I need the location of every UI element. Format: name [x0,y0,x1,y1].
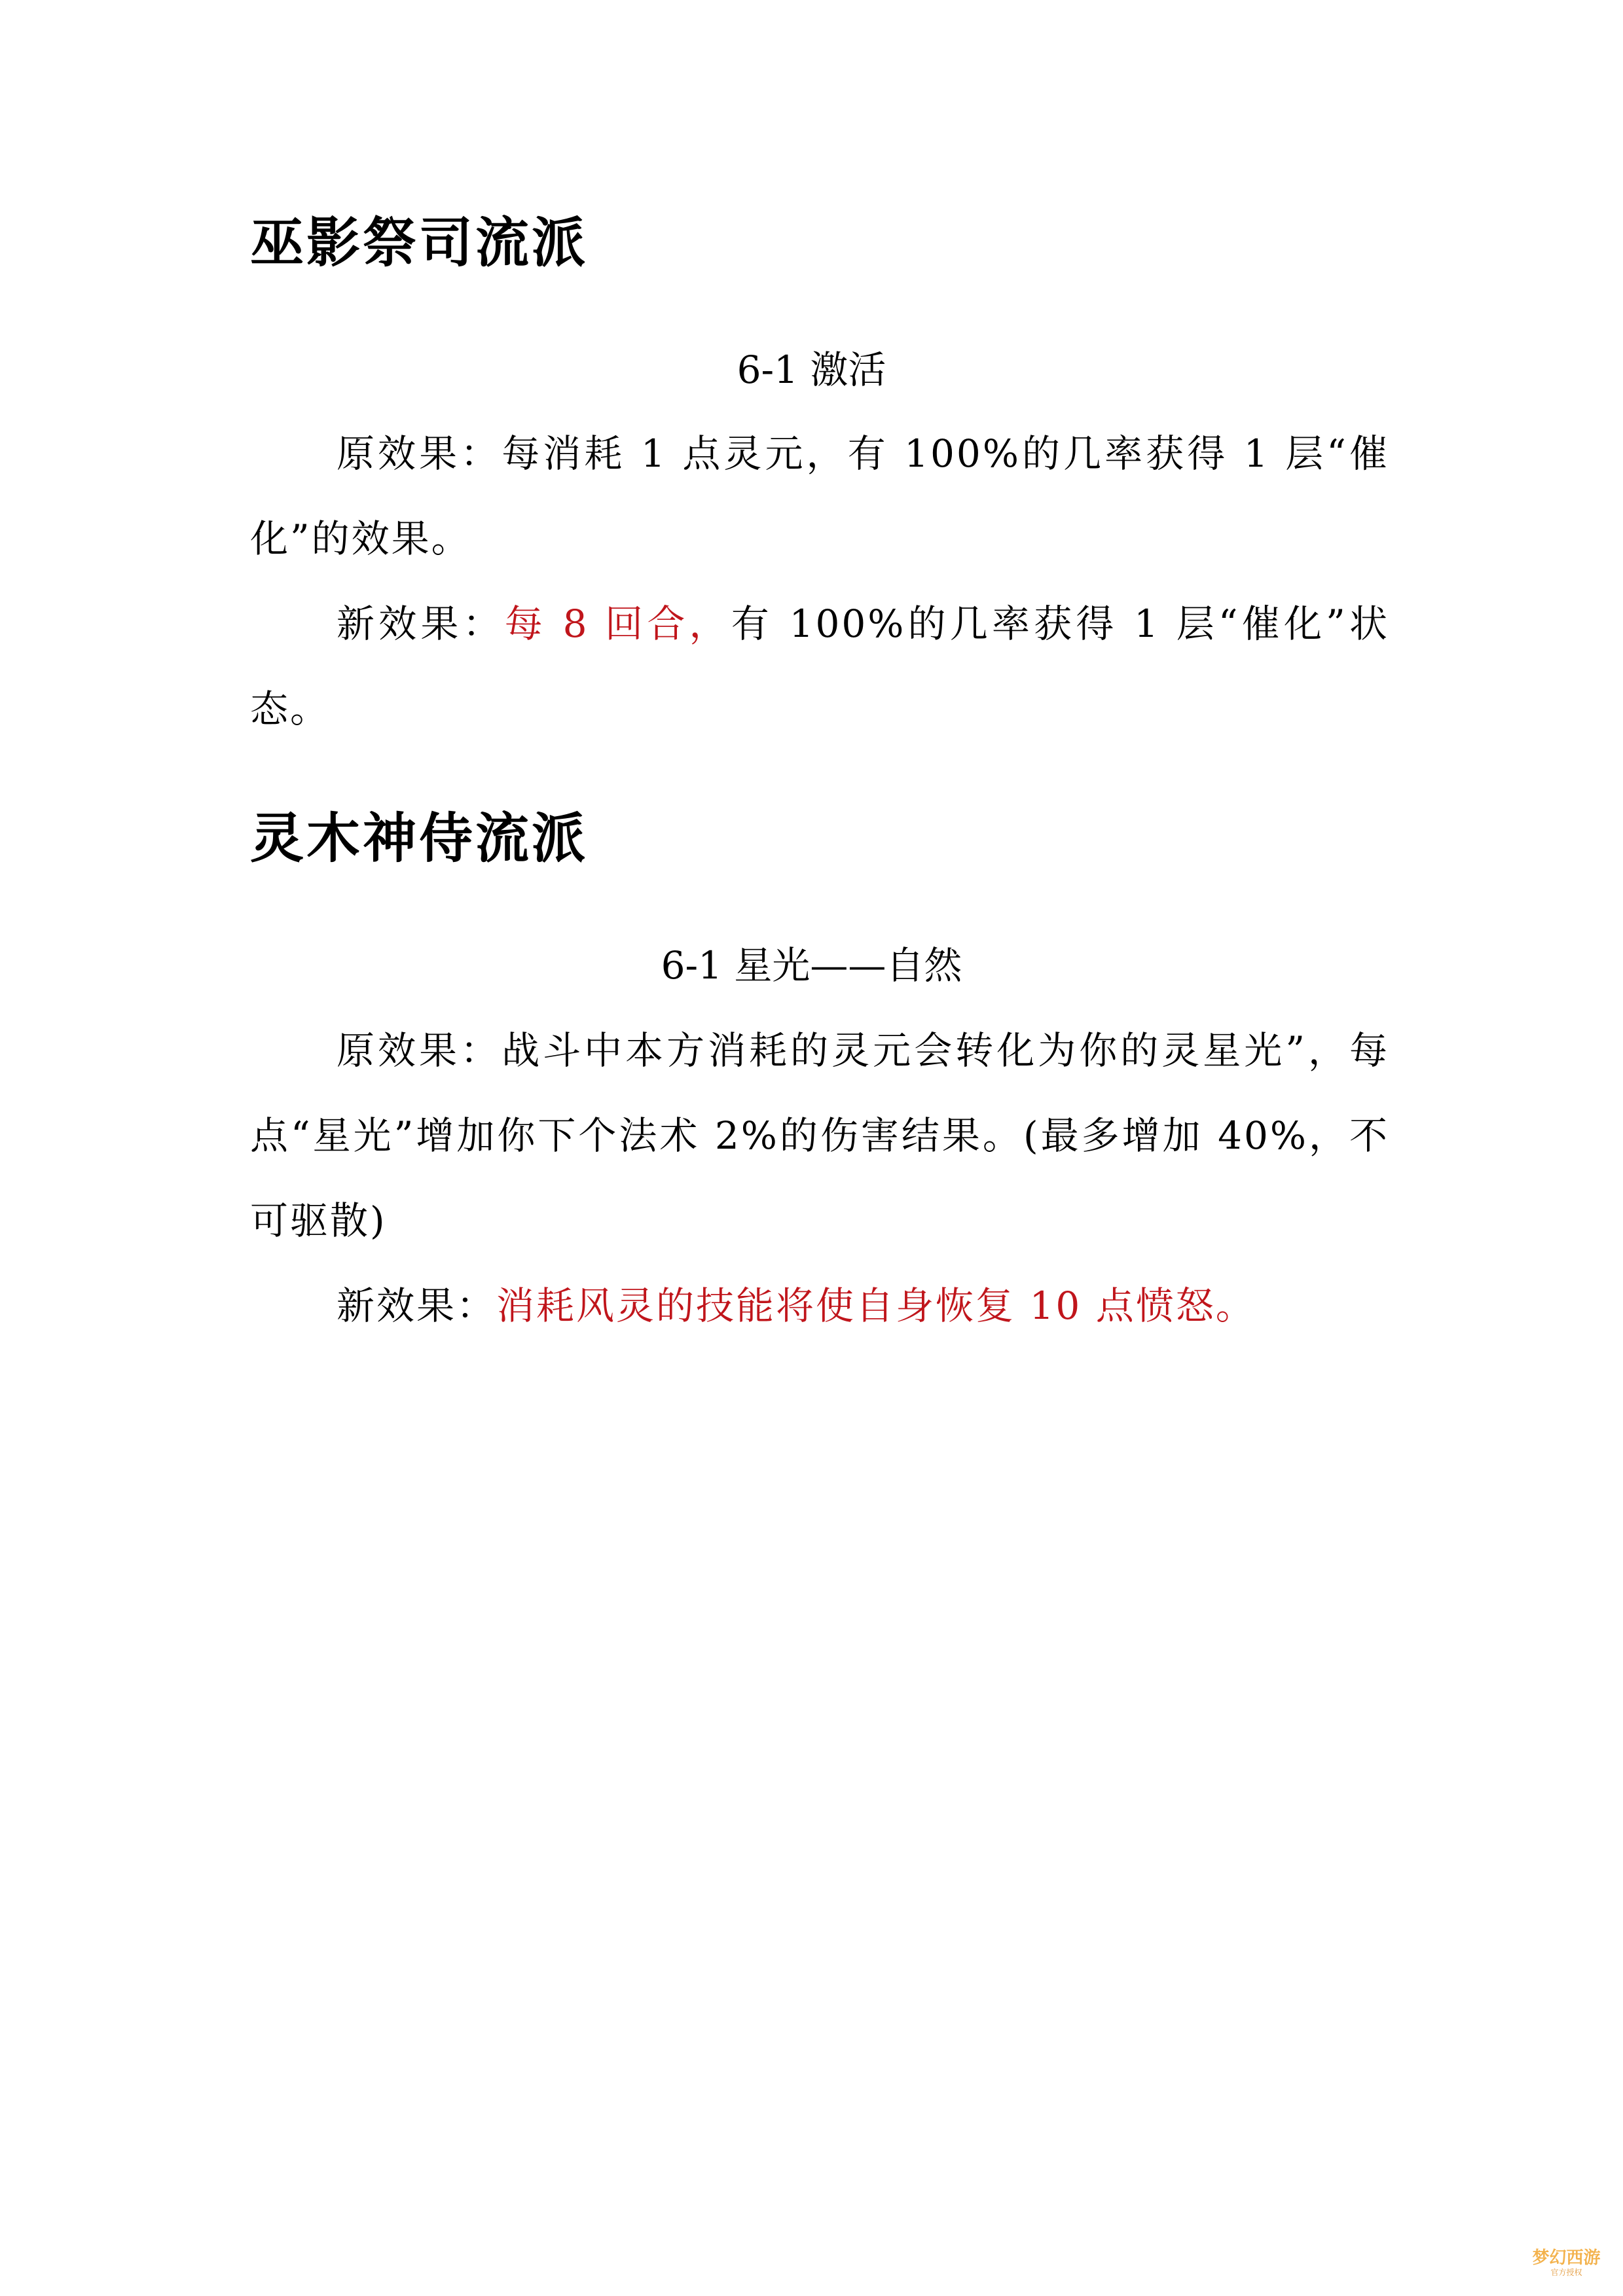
watermark-sub-text: 官方授权 [1550,2268,1582,2277]
watermark-logo [1525,2248,1607,2284]
original-effect-label: 原效果： [337,1028,502,1073]
original-effect-paragraph [250,1008,1389,1263]
new-effect-text: 有 100%的几率获得 1 层“催化”状态。 [250,601,1389,731]
new-effect-paragraph [250,581,1389,751]
section-heading-lingmu: 灵木神侍流派 [250,807,589,870]
skill-title-xingguang: 6-1 星光——自然 [661,943,962,988]
skill-title-jihuo: 6-1 激活 [737,348,886,392]
section-heading-wuying: 巫影祭司流派 [250,211,589,274]
watermark-logo-text: 梦幻西游 [1532,2248,1601,2268]
new-effect-paragraph [250,1263,1389,1348]
original-effect-label: 原效果： [337,431,502,476]
original-effect-paragraph [250,411,1389,581]
new-effect-highlight: 每 8 回合， [504,601,731,646]
new-effect-label: 新效果： [337,1283,497,1328]
original-effect-text: 战斗中本方消耗的灵元会转化为你的灵星光”，每点“星光”增加你下个法术 2%的伤害结果。(最多增加 40%，不可驱散) [250,1028,1389,1243]
original-effect-text: 每消耗 1 点灵元，有 100%的几率获得 1 层“催化”的效果。 [250,431,1389,561]
new-effect-highlight: 消耗风灵的技能将使自身恢复 10 点愤怒。 [496,1283,1256,1328]
new-effect-label: 新效果： [337,601,505,646]
